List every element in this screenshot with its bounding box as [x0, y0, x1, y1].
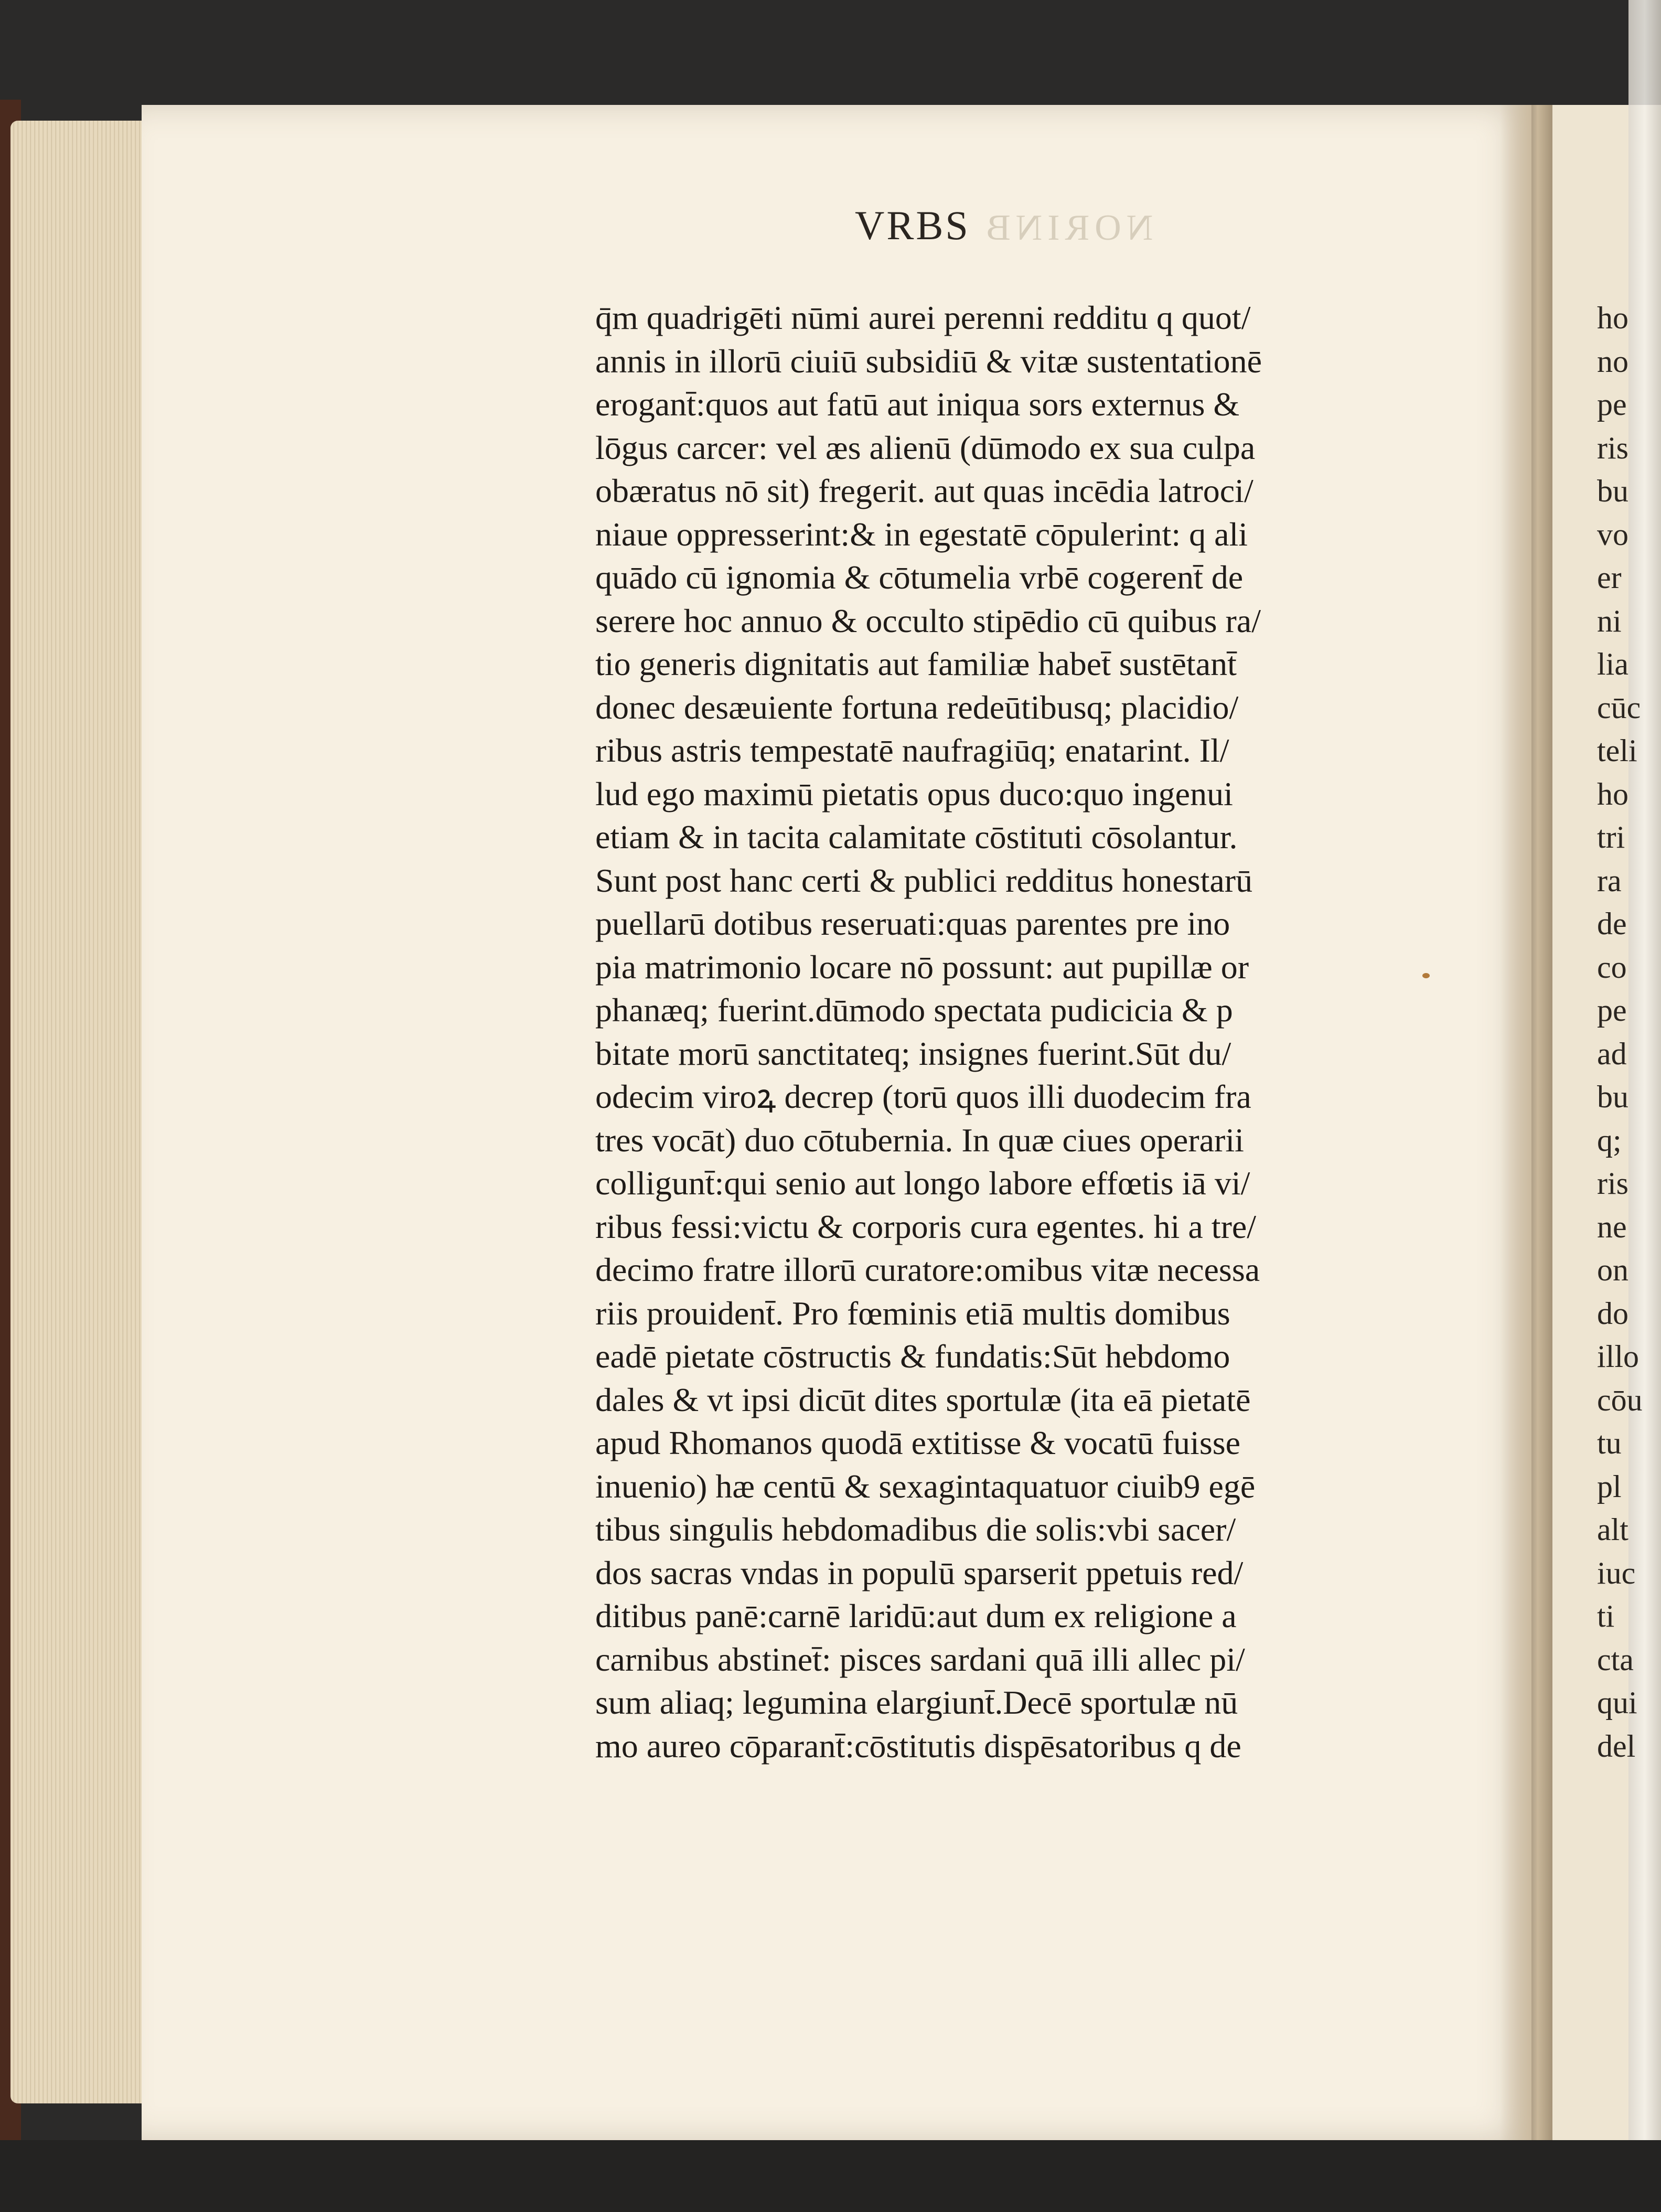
text-line: eadē pietate cōstructis & fundatis:Sūt hebdomo — [595, 1338, 1230, 1375]
ink-spot — [1422, 973, 1430, 978]
facing-page-fragment: ra — [1597, 863, 1622, 898]
facing-page-fragment: iuc — [1597, 1555, 1636, 1590]
text-line: colligunt̄:qui senio aut longo labore effœtis iā vi/ — [595, 1164, 1250, 1202]
text-line: niaue oppresserint:& in egestatē cōpulerint: q ali — [595, 515, 1248, 553]
facing-page-fragment: ad — [1597, 1036, 1627, 1071]
facing-page-fragment: bu — [1597, 1080, 1628, 1114]
text-line: puellarū dotibus reseruati:quas parentes pre ino — [595, 905, 1230, 942]
facing-page-fragment: qui — [1597, 1685, 1637, 1720]
facing-page-fragment: alt — [1597, 1512, 1628, 1547]
text-line: tres vocāt) duo cōtubernia. In quæ ciues operarii — [595, 1121, 1244, 1159]
text-line: phanæq; fuerint.dūmodo spectata pudicicia & p — [595, 991, 1233, 1029]
text-line: inuenio) hæ centū & sexagintaquatuor ciuib9 egē — [595, 1467, 1256, 1505]
facing-page-fragment: ni — [1597, 603, 1622, 638]
facing-page-fragment: pl — [1597, 1469, 1622, 1504]
text-line: ditibus panē:carnē laridū:aut dum ex religione a — [595, 1597, 1237, 1634]
text-line: carnibus abstinet̄: pisces sardani quā illi allec pi/ — [595, 1640, 1245, 1678]
show-through-text: NORINB — [981, 208, 1153, 248]
text-line: mo aureo cōparant̄:cōstitutis dispēsatoribus q de — [595, 1727, 1241, 1765]
facing-page-fragment: pe — [1597, 387, 1627, 422]
text-line: dos sacras vndas in populū sparserit ppetuis red/ — [595, 1554, 1244, 1591]
text-line: quādo cū ignomia & cōtumelia vrbē cogerent̄ de — [595, 559, 1244, 596]
text-line: sum aliaq; legumina elargiunt̄.Decē sportulæ nū — [595, 1684, 1238, 1721]
text-line: Sunt post hanc certi & publici redditus honestarū — [595, 861, 1253, 899]
text-line: tio generis dignitatis aut familiæ habet̄ sustētant̄ — [595, 645, 1237, 682]
facing-page-fragment: vo — [1597, 517, 1628, 552]
facing-page-fragment: bu — [1597, 474, 1628, 508]
text-line: bitate morū sanctitateq; insignes fuerint.Sūt du/ — [595, 1034, 1231, 1072]
text-line: apud Rhomanos quodā extitisse & vocatū fuisse — [595, 1424, 1241, 1461]
facing-page-fragment: pe — [1597, 993, 1627, 1028]
facing-page-fragment: cōu — [1597, 1382, 1643, 1417]
facing-page-fragment: ris — [1597, 1166, 1628, 1201]
facing-page-fragment: no — [1597, 344, 1628, 379]
facing-page-fragment: de — [1597, 906, 1627, 941]
facing-page-fragment: ho — [1597, 301, 1628, 335]
text-line: riis prouident̄. Pro fœminis etiā multis domibus — [595, 1294, 1230, 1332]
running-head: VRBS — [855, 202, 970, 248]
facing-page-fragment: cūc — [1597, 690, 1641, 725]
facing-page-text — [1597, 296, 1660, 1768]
facing-page-fragment: tri — [1597, 820, 1625, 854]
facing-page-fragment: do — [1597, 1296, 1628, 1331]
text-line: dales & vt ipsi dicūt dites sportulæ (ita eā pietatē — [595, 1381, 1251, 1418]
facing-page-fragment: illo — [1597, 1339, 1639, 1374]
facing-page-fragment: ris — [1597, 430, 1628, 465]
text-line: annis in illorū ciuiū subsidiū & vitæ sustentationē — [595, 342, 1262, 380]
facing-page-fragment: ho — [1597, 776, 1628, 811]
text-line: etiam & in tacita calamitate cōstituti cōsolantur. — [595, 818, 1238, 856]
facing-page-fragment: teli — [1597, 733, 1637, 768]
facing-page-fragment: q; — [1597, 1123, 1622, 1158]
facing-page-fragment: tu — [1597, 1426, 1622, 1460]
text-line: ribus astris tempestatē naufragiūq; enatarint. Il/ — [595, 732, 1229, 769]
facing-page-fragment: lia — [1597, 647, 1628, 681]
text-line: obæratus nō sit) fregerit. aut quas incēdia latroci/ — [595, 472, 1253, 509]
text-line: erogant̄:quos aut fatū aut iniqua sors externus & — [595, 386, 1240, 423]
facing-page-fragment: del — [1597, 1728, 1636, 1764]
text-line: odecim viroꝝ decrep (torū quos illi duodecim fra — [595, 1078, 1251, 1115]
facing-page-fragment: er — [1597, 560, 1622, 595]
text-line: serere hoc annuo & occulto stipēdio cū quibus ra/ — [595, 602, 1261, 639]
text-line: lōgus carcer: vel æs alienū (dūmodo ex sua culpa — [595, 429, 1256, 466]
text-line: tibus singulis hebdomadibus die solis:vbi sacer/ — [595, 1511, 1236, 1548]
text-line: decimo fratre illorū curatore:omibus vitæ necessa — [595, 1251, 1260, 1288]
text-line: pia matrimonio locare nō possunt: aut pupillæ or — [595, 948, 1249, 986]
facing-page-fragment: ti — [1597, 1599, 1615, 1633]
background-surface — [0, 2140, 1661, 2212]
body-text-block — [595, 296, 1413, 1768]
text-line: lud ego maximū pietatis opus duco:quo ingenui — [595, 775, 1233, 813]
facing-page-fragment: on — [1597, 1253, 1628, 1287]
facing-page-fragment: ne — [1597, 1209, 1627, 1244]
text-line: q̄m quadrigēti nūmi aurei perenni redditu q quot/ — [595, 299, 1251, 336]
facing-page-fragment: cta — [1597, 1642, 1634, 1677]
text-line: donec desæuiente fortuna redeūtibusq; placidio/ — [595, 688, 1239, 726]
facing-page-fragment: co — [1597, 949, 1627, 985]
page-stack-edge — [10, 121, 144, 2103]
text-line: ribus fessi:victu & corporis cura egentes. hi a tre/ — [595, 1207, 1257, 1245]
